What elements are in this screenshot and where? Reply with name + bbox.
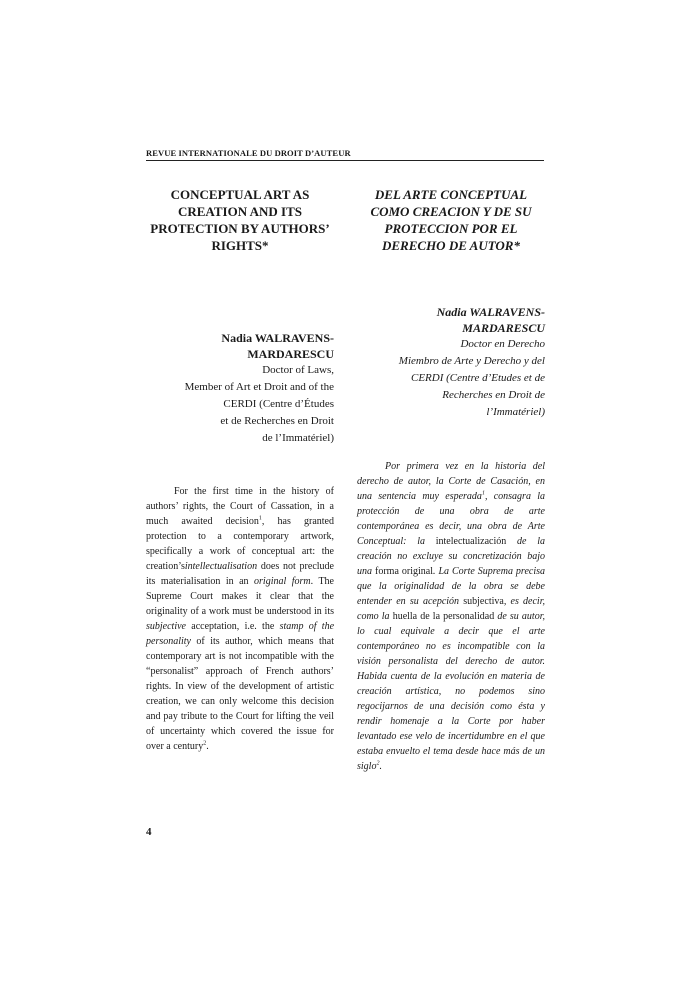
affiliation-line: Member of Art et Droit and of the	[184, 381, 334, 393]
footnote-ref: 1	[258, 515, 262, 522]
body-text-segment: . La Corte Suprema precisa que la originalidad de la obra se debe entender en su acepción	[357, 566, 546, 607]
body-text-segment: , consagra la protección de una obra de arte contemporánea es decir, una obra de Arte Conceptual: la	[357, 491, 545, 547]
footnote-ref: 2	[376, 760, 380, 767]
body-paragraph-es	[357, 459, 545, 774]
footnote-ref: 2	[203, 740, 207, 747]
body-paragraph-en	[146, 484, 334, 754]
body-text-segment: For the first time in the history of authors’ rights, the Court of Cassation, in a much awaited decision	[146, 486, 334, 527]
article-title-en: CONCEPTUAL ART AS CREATION AND ITS PROTECTION BY AUTHORS’ RIGHTS*	[150, 187, 330, 253]
author-name-line-2: MARDARESCU	[462, 321, 545, 335]
emphasis-text: intellectualisation	[184, 561, 258, 572]
footnote-ref: 1	[481, 490, 485, 497]
author-block-en	[146, 330, 334, 447]
body-text-segment: .	[206, 741, 209, 752]
spanish-column	[357, 186, 545, 774]
author-block-es	[357, 304, 545, 421]
upright-text: forma original	[375, 566, 433, 577]
body-text-segment: .	[379, 761, 382, 772]
body-text-segment: de la creación no excluye su concretización bajo una	[357, 536, 546, 577]
body-text-segment: of its author, which means that contemporary art is not incompatible with the “personalist” approach of French authors’ rights. In view of the development of artistic creation, we can only welcome this decision and pay tribute to the Court for lifting the veil of uncertainty which covered the issue for over a century	[146, 636, 334, 752]
affiliation-line: Miembro de Arte y Derecho y del	[398, 355, 545, 367]
running-head: REVUE INTERNATIONALE DU DROIT D’AUTEUR	[146, 148, 351, 158]
header-rule	[146, 160, 544, 161]
affiliation-line: l’Immatériel)	[486, 406, 545, 418]
emphasis-text: stamp of the personality	[146, 621, 335, 647]
affiliation-line: CERDI (Centre d’Études	[223, 398, 334, 410]
upright-text: huella de la personalidad	[392, 611, 495, 622]
body-text-segment: , es decir, como la	[357, 596, 545, 622]
affiliation-line: Doctor en Derecho	[460, 338, 545, 350]
author-name-line-2: MARDARESCU	[247, 347, 334, 361]
affiliation-line: Doctor of Laws,	[262, 364, 334, 376]
body-text-segment: acceptation, i.e. the	[185, 621, 275, 632]
body-text-segment: , has granted protection to a contemporary artwork, specifically a work of conceptual art: the creation’s	[146, 516, 334, 572]
affiliation-line: Recherches en Droit de	[442, 389, 545, 401]
affiliation-line: de l’Immatériel)	[262, 432, 334, 444]
page-number: 4	[146, 826, 152, 838]
upright-text: intelectualización	[435, 536, 507, 547]
emphasis-text: original form	[254, 576, 311, 587]
body-text-segment: . The Supreme Court makes it clear that the originality of a work must be understood in its	[146, 576, 334, 617]
body-text-segment: de su autor, lo cual equivale a decir que el arte contemporáneo no es incompatible con la visión personalista del derecho de autor. Habida cuenta de la evolución en materia de creación artística, no podemos sino regocijarnos de una decisión como ésta y rendir homenaje a la Corte por haber levantado ese velo de incertidumbre en el que estaba envuelto el tema desde hace más de un siglo	[357, 611, 545, 772]
author-affiliation-es	[357, 336, 545, 421]
author-affiliation-en	[146, 362, 334, 447]
body-text-segment: does not preclude its materialisation in an	[146, 561, 334, 587]
author-name-line-1: Nadia WALRAVENS-	[436, 305, 545, 319]
emphasis-text: subjective	[146, 621, 186, 632]
article-title-es: DEL ARTE CONCEPTUAL COMO CREACION Y DE SU PROTECCION POR EL DERECHO DE AUTOR*	[370, 187, 532, 253]
upright-text: subjectiva	[463, 596, 504, 607]
english-column	[146, 186, 334, 754]
body-text-segment: Por primera vez en la historia del derecho de autor, la Corte de Casación, en una sentencia muy esperada	[357, 461, 545, 502]
author-name-line-1: Nadia WALRAVENS-	[221, 331, 334, 345]
affiliation-line: CERDI (Centre d’Etudes et de	[411, 372, 545, 384]
affiliation-line: et de Recherches en Droit	[220, 415, 334, 427]
